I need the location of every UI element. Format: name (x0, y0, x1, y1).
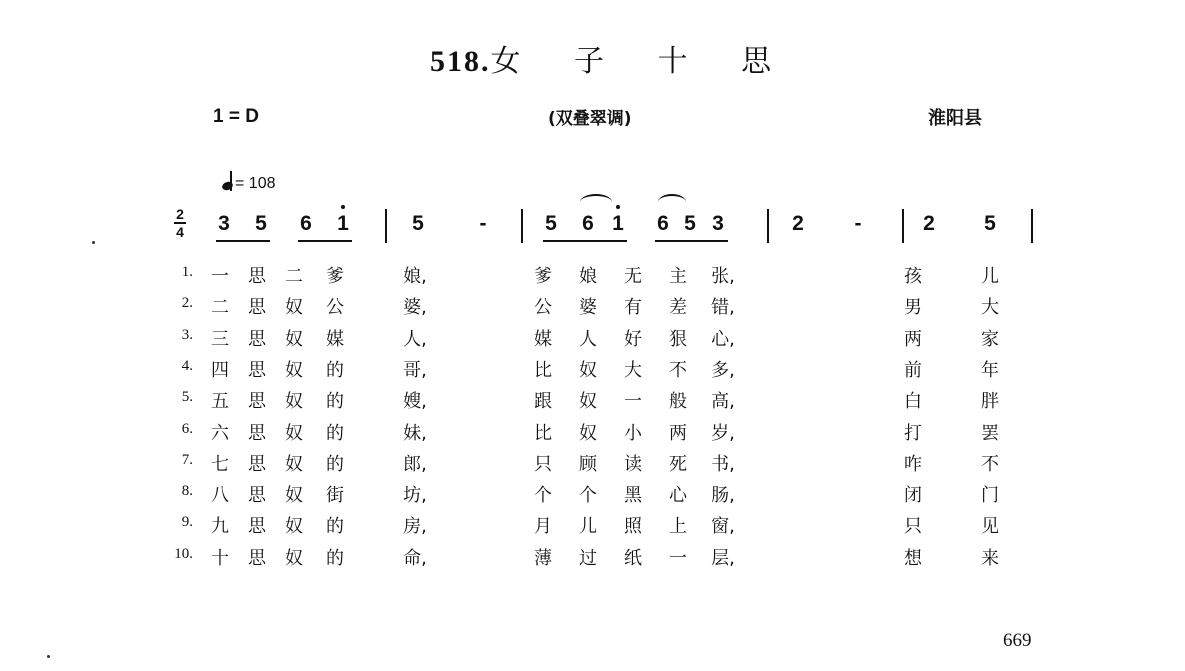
lyric-syllable: 奴 (285, 485, 303, 506)
lyric-syllable: 二 (285, 266, 303, 287)
lyric-syllable: 纸 (624, 548, 642, 569)
lyric-syllable: 般 (669, 391, 687, 412)
lyric-syllable: 不 (669, 360, 687, 381)
lyric-syllable: 十 (211, 548, 229, 569)
lyric-syllable: 四 (211, 360, 229, 381)
lyric-syllable: 闭 (904, 485, 922, 506)
lyric-syllable: 娘 (579, 266, 597, 287)
lyric-syllable: 六 (211, 423, 229, 444)
lyric-syllable: 读 (624, 454, 642, 475)
lyric-syllable: 无 (624, 266, 642, 287)
octave-dot (341, 205, 345, 209)
note: 3 (218, 212, 230, 235)
lyric-syllable: 主 (669, 266, 687, 287)
lyric-syllable: 坊, (403, 485, 427, 506)
lyric-syllable: 三 (211, 329, 229, 350)
note: 5 (545, 212, 557, 235)
lyric-syllable: 思 (248, 485, 266, 506)
lyric-syllable: 思 (248, 391, 266, 412)
beam-line (216, 240, 270, 242)
lyric-syllable: 奴 (285, 548, 303, 569)
lyric-syllable: 顾 (579, 454, 597, 475)
barline (1031, 209, 1033, 243)
note: 5 (684, 212, 696, 235)
lyric-syllable: 的 (326, 454, 344, 475)
lyric-syllable: 的 (326, 360, 344, 381)
lyric-syllable: 家 (981, 329, 999, 350)
lyric-syllable: 一 (624, 391, 642, 412)
key-signature: 1 = D (213, 106, 259, 127)
lyric-syllable: 薄 (534, 548, 552, 569)
lyric-syllable: 胖 (981, 391, 999, 412)
lyric-syllable: 黑 (624, 485, 642, 506)
lyric-syllable: 大 (981, 297, 999, 318)
verse-number: 4. (181, 358, 193, 374)
lyric-syllable: 媒 (326, 329, 344, 350)
lyric-syllable: 门 (981, 485, 999, 506)
lyric-syllable: 好 (624, 329, 642, 350)
lyric-syllable: 五 (211, 391, 229, 412)
lyric-syllable: 奴 (285, 423, 303, 444)
lyric-syllable: 嫂, (403, 391, 427, 412)
lyric-syllable: 的 (326, 516, 344, 537)
beam-line (543, 240, 627, 242)
lyric-syllable: 婆 (579, 297, 597, 318)
note: 6 (582, 212, 594, 235)
verse-number: 5. (181, 389, 193, 405)
lyric-syllable: 奴 (285, 329, 303, 350)
note: 3 (712, 212, 724, 235)
slur-arc (580, 194, 612, 210)
lyric-syllable: 的 (326, 548, 344, 569)
lyric-syllable: 孩 (904, 266, 922, 287)
lyric-syllable: 比 (534, 423, 552, 444)
region-label: 淮阳县 (928, 108, 982, 129)
lyric-syllable: 奴 (285, 516, 303, 537)
lyric-syllable: 街 (326, 485, 344, 506)
page-number: 669 (1003, 630, 1032, 651)
octave-dot (616, 205, 620, 209)
lyric-syllable: 奴 (285, 454, 303, 475)
lyric-syllable: 的 (326, 391, 344, 412)
note-stem (230, 171, 232, 191)
beam-line (298, 240, 352, 242)
lyric-syllable: 罢 (981, 423, 999, 444)
barline (385, 209, 387, 243)
lyric-syllable: 错, (711, 297, 735, 318)
lyric-syllable: 思 (248, 516, 266, 537)
lyric-syllable: 爹 (326, 266, 344, 287)
lyric-syllable: 思 (248, 266, 266, 287)
lyric-syllable: 见 (981, 516, 999, 537)
barline (767, 209, 769, 243)
lyric-syllable: 思 (248, 548, 266, 569)
lyric-syllable: 张, (711, 266, 735, 287)
note: 5 (255, 212, 267, 235)
note: 1 (608, 212, 628, 236)
note: 2 (792, 212, 804, 235)
note: 5 (412, 212, 424, 235)
lyric-syllable: 一 (211, 266, 229, 287)
verse-number: 3. (181, 327, 193, 343)
lyric-syllable: 小 (624, 423, 642, 444)
lyric-syllable: 白 (904, 391, 922, 412)
lyric-syllable: 大 (624, 360, 642, 381)
lyric-syllable: 前 (904, 360, 922, 381)
note: 6 (300, 212, 312, 235)
lyric-syllable: 思 (248, 423, 266, 444)
lyric-syllable: 只 (534, 454, 552, 475)
lyric-syllable: 只 (904, 516, 922, 537)
verse-number: 1. (181, 264, 193, 280)
lyric-syllable: 个 (534, 485, 552, 506)
tempo-marking (222, 173, 275, 193)
lyric-syllable: 思 (248, 360, 266, 381)
lyric-syllable: 死 (669, 454, 687, 475)
song-number: 518. (430, 45, 491, 78)
lyric-syllable: 思 (248, 329, 266, 350)
tempo-value: = 108 (235, 175, 276, 192)
lyric-syllable: 的 (326, 423, 344, 444)
time-signature (173, 206, 187, 240)
lyric-syllable: 有 (624, 297, 642, 318)
lyric-syllable: 书, (711, 454, 735, 475)
lyric-syllable: 个 (579, 485, 597, 506)
quarter-note-icon (221, 180, 234, 191)
lyric-syllable: 公 (534, 297, 552, 318)
lyric-syllable: 心 (669, 485, 687, 506)
lyric-syllable: 九 (211, 516, 229, 537)
verse-number: 8. (181, 483, 193, 499)
note: 2 (923, 212, 935, 235)
lyric-syllable: 心, (711, 329, 735, 350)
lyric-syllable: 哥, (403, 360, 427, 381)
lyric-syllable: 奴 (285, 360, 303, 381)
lyric-syllable: 想 (904, 548, 922, 569)
lyric-syllable: 思 (248, 297, 266, 318)
lyric-syllable: 差 (669, 297, 687, 318)
lyric-syllable: 奴 (285, 297, 303, 318)
note: 1 (333, 212, 353, 236)
lyric-syllable: 二 (211, 297, 229, 318)
note: 5 (984, 212, 996, 235)
note-dash: - (854, 212, 862, 235)
lyric-syllable: 狠 (669, 329, 687, 350)
verse-number: 6. (181, 421, 193, 437)
tune-subtitle: (双叠翠调) (548, 109, 632, 129)
time-signature-bottom: 4 (176, 224, 184, 240)
lyric-syllable: 公 (326, 297, 344, 318)
scan-speck (92, 241, 95, 244)
lyric-syllable: 年 (981, 360, 999, 381)
lyric-syllable: 奴 (579, 391, 597, 412)
lyric-syllable: 来 (981, 548, 999, 569)
lyric-syllable: 两 (669, 423, 687, 444)
lyric-syllable: 比 (534, 360, 552, 381)
lyric-syllable: 人, (403, 329, 427, 350)
lyric-syllable: 命, (403, 548, 427, 569)
song-title: 女 子 十 思 (490, 44, 794, 79)
lyric-syllable: 男 (904, 297, 922, 318)
lyric-syllable: 过 (579, 548, 597, 569)
lyric-syllable: 照 (624, 516, 642, 537)
scan-speck (47, 655, 50, 658)
beam-line (655, 240, 728, 242)
lyric-syllable: 窗, (711, 516, 735, 537)
lyric-syllable: 奴 (579, 423, 597, 444)
time-signature-top: 2 (176, 206, 184, 222)
lyric-syllable: 妹, (403, 423, 427, 444)
lyric-syllable: 七 (211, 454, 229, 475)
lyric-syllable: 郎, (403, 454, 427, 475)
note-dash: - (479, 212, 487, 235)
lyric-syllable: 一 (669, 548, 687, 569)
lyric-syllable: 爹 (534, 266, 552, 287)
verse-number: 2. (181, 295, 193, 311)
lyric-syllable: 人 (579, 329, 597, 350)
lyric-syllable: 上 (669, 516, 687, 537)
lyric-syllable: 娘, (403, 266, 427, 287)
lyric-syllable: 思 (248, 454, 266, 475)
note: 6 (657, 212, 669, 235)
lyric-syllable: 媒 (534, 329, 552, 350)
verse-number: 7. (181, 452, 193, 468)
lyric-syllable: 两 (904, 329, 922, 350)
lyric-syllable: 岁, (711, 423, 735, 444)
lyric-syllable: 婆, (403, 297, 427, 318)
barline (521, 209, 523, 243)
lyric-syllable: 跟 (534, 391, 552, 412)
verse-number: 9. (181, 514, 193, 530)
lyric-syllable: 奴 (579, 360, 597, 381)
lyric-syllable: 不 (981, 454, 999, 475)
page-title (430, 36, 793, 80)
lyric-syllable: 月 (534, 516, 552, 537)
lyric-syllable: 房, (403, 516, 427, 537)
lyric-syllable: 层, (711, 548, 735, 569)
lyric-syllable: 多, (711, 360, 735, 381)
lyric-syllable: 打 (904, 423, 922, 444)
lyric-syllable: 儿 (579, 516, 597, 537)
lyric-syllable: 奴 (285, 391, 303, 412)
slur-arc (658, 194, 686, 210)
lyric-syllable: 儿 (981, 266, 999, 287)
lyric-syllable: 高, (711, 391, 735, 412)
lyric-syllable: 八 (211, 485, 229, 506)
lyric-syllable: 咋 (904, 454, 922, 475)
lyric-syllable: 肠, (711, 485, 735, 506)
verse-number: 10. (174, 546, 193, 562)
barline (902, 209, 904, 243)
